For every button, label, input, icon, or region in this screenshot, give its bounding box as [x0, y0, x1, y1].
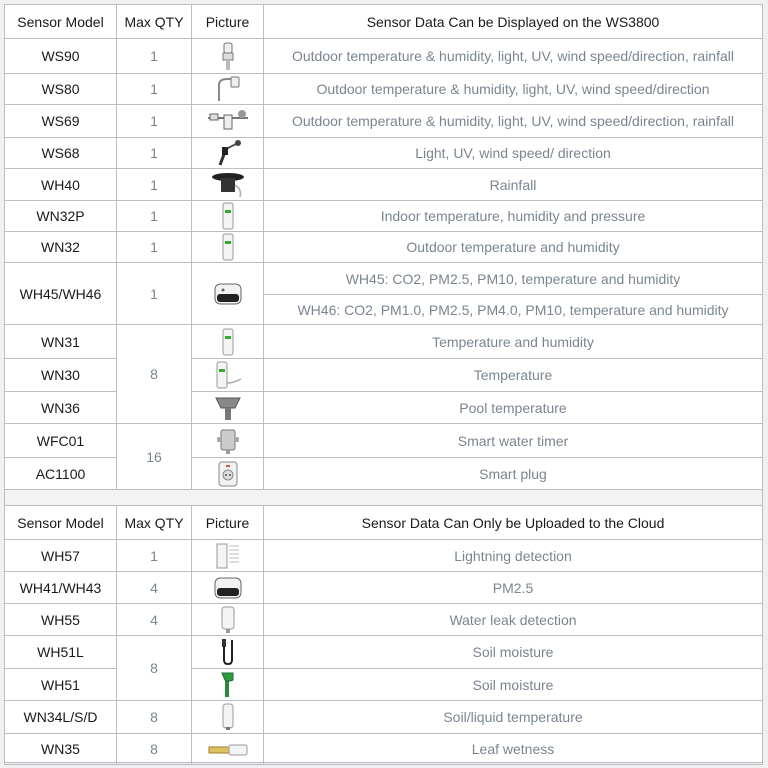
sensor-data: Soil moisture — [264, 669, 763, 701]
sensor-data: Soil/liquid temperature — [264, 701, 763, 734]
header-sensor-model: Sensor Model — [5, 506, 117, 540]
sensor-data: Outdoor temperature & humidity, light, UV, wind speed/direction, rainfall — [264, 105, 763, 138]
table-row — [5, 201, 763, 232]
max-qty: 1 — [117, 169, 192, 201]
wh41-pm25-icon — [192, 572, 264, 604]
table-row — [5, 74, 763, 105]
sensor-model: WN32 — [5, 232, 117, 263]
wfc01-water-timer-icon — [192, 424, 264, 458]
wn32p-sensor-icon — [192, 201, 264, 232]
max-qty: 4 — [117, 604, 192, 636]
wn35-leaf-wetness-icon — [192, 734, 264, 765]
ac1100-smart-plug-icon — [192, 458, 264, 490]
table-row — [5, 701, 763, 734]
sensor-data: WH45: CO2, PM2.5, PM10, temperature and humidity — [264, 263, 763, 295]
max-qty: 1 — [117, 138, 192, 169]
max-qty: 16 — [117, 424, 192, 490]
sensor-model: WS69 — [5, 105, 117, 138]
max-qty: 8 — [117, 734, 192, 765]
header-max-qty: Max QTY — [117, 5, 192, 39]
table-row — [5, 105, 763, 138]
max-qty: 8 — [117, 325, 192, 424]
sensor-data: Pool temperature — [264, 392, 763, 424]
sensor-model: WN32P — [5, 201, 117, 232]
ws69-sensor-icon — [192, 105, 264, 138]
sensor-model: WN36 — [5, 392, 117, 424]
sensor-model: WH55 — [5, 604, 117, 636]
table-row — [5, 39, 763, 74]
sensor-data: Water leak detection — [264, 604, 763, 636]
section-divider — [4, 490, 763, 505]
table-row — [5, 540, 763, 572]
sensor-model: WN30 — [5, 359, 117, 392]
sensor-model: WS80 — [5, 74, 117, 105]
ws80-sensor-icon — [192, 74, 264, 105]
max-qty: 1 — [117, 263, 192, 325]
sensor-model: WH57 — [5, 540, 117, 572]
sensor-model: WFC01 — [5, 424, 117, 458]
table-row — [5, 169, 763, 201]
table-row — [5, 424, 763, 458]
sensor-data: Temperature — [264, 359, 763, 392]
max-qty: 1 — [117, 39, 192, 74]
sensor-data: Outdoor temperature and humidity — [264, 232, 763, 263]
sensor-data: Temperature and humidity — [264, 325, 763, 359]
sensor-data: WH46: CO2, PM1.0, PM2.5, PM4.0, PM10, temperature and humidity — [264, 295, 763, 325]
max-qty: 1 — [117, 232, 192, 263]
header-picture: Picture — [192, 5, 264, 39]
sensor-data: PM2.5 — [264, 572, 763, 604]
wh55-leak-icon — [192, 604, 264, 636]
sensor-model: AC1100 — [5, 458, 117, 490]
sensor-data: Soil moisture — [264, 636, 763, 669]
sensor-model: WH45/WH46 — [5, 263, 117, 325]
wh45-air-quality-icon — [192, 263, 264, 325]
sensor-data: Smart plug — [264, 458, 763, 490]
ws90-sensor-icon — [192, 39, 264, 74]
header-sensor-model: Sensor Model — [5, 5, 117, 39]
max-qty: 1 — [117, 105, 192, 138]
sensor-model: WN35 — [5, 734, 117, 765]
sensor-data: Outdoor temperature & humidity, light, UV, wind speed/direction, rainfall — [264, 39, 763, 74]
wn34-temp-probe-icon — [192, 701, 264, 734]
sensor-data: Lightning detection — [264, 540, 763, 572]
sensor-model: WN31 — [5, 325, 117, 359]
sensor-model: WH40 — [5, 169, 117, 201]
sensor-model: WH41/WH43 — [5, 572, 117, 604]
wh51-soil-icon — [192, 669, 264, 701]
cloud-sensor-table — [4, 505, 763, 765]
table-header-row — [5, 5, 763, 39]
wh51l-soil-icon — [192, 636, 264, 669]
table-row — [5, 636, 763, 669]
wn30-sensor-icon — [192, 359, 264, 392]
sensor-data: Rainfall — [264, 169, 763, 201]
sensor-model: WS68 — [5, 138, 117, 169]
table-row — [5, 263, 763, 295]
table-row — [5, 138, 763, 169]
header-picture: Picture — [192, 506, 264, 540]
table-header-row — [5, 506, 763, 540]
header-sensor-data: Sensor Data Can be Displayed on the WS3800 — [264, 5, 763, 39]
max-qty: 8 — [117, 636, 192, 701]
sensor-model: WS90 — [5, 39, 117, 74]
wn31-sensor-icon — [192, 325, 264, 359]
max-qty: 1 — [117, 540, 192, 572]
sensor-model: WH51 — [5, 669, 117, 701]
max-qty: 8 — [117, 701, 192, 734]
sensor-data: Indoor temperature, humidity and pressure — [264, 201, 763, 232]
sensor-model: WH51L — [5, 636, 117, 669]
max-qty: 1 — [117, 74, 192, 105]
table-row — [5, 734, 763, 765]
table-row — [5, 232, 763, 263]
table-row — [5, 325, 763, 359]
display-sensor-table — [4, 4, 763, 490]
sensor-data: Smart water timer — [264, 424, 763, 458]
wn32-sensor-icon — [192, 232, 264, 263]
max-qty: 1 — [117, 201, 192, 232]
max-qty: 4 — [117, 572, 192, 604]
table-row — [5, 604, 763, 636]
wn36-pool-sensor-icon — [192, 392, 264, 424]
sensor-data: Leaf wetness — [264, 734, 763, 765]
header-max-qty: Max QTY — [117, 506, 192, 540]
wh57-lightning-icon — [192, 540, 264, 572]
wh40-rain-gauge-icon — [192, 169, 264, 201]
ws68-sensor-icon — [192, 138, 264, 169]
sensor-model: WN34L/S/D — [5, 701, 117, 734]
sensor-data: Light, UV, wind speed/ direction — [264, 138, 763, 169]
header-sensor-data: Sensor Data Can Only be Uploaded to the Cloud — [264, 506, 763, 540]
table-row — [5, 572, 763, 604]
sensor-data: Outdoor temperature & humidity, light, UV, wind speed/direction — [264, 74, 763, 105]
